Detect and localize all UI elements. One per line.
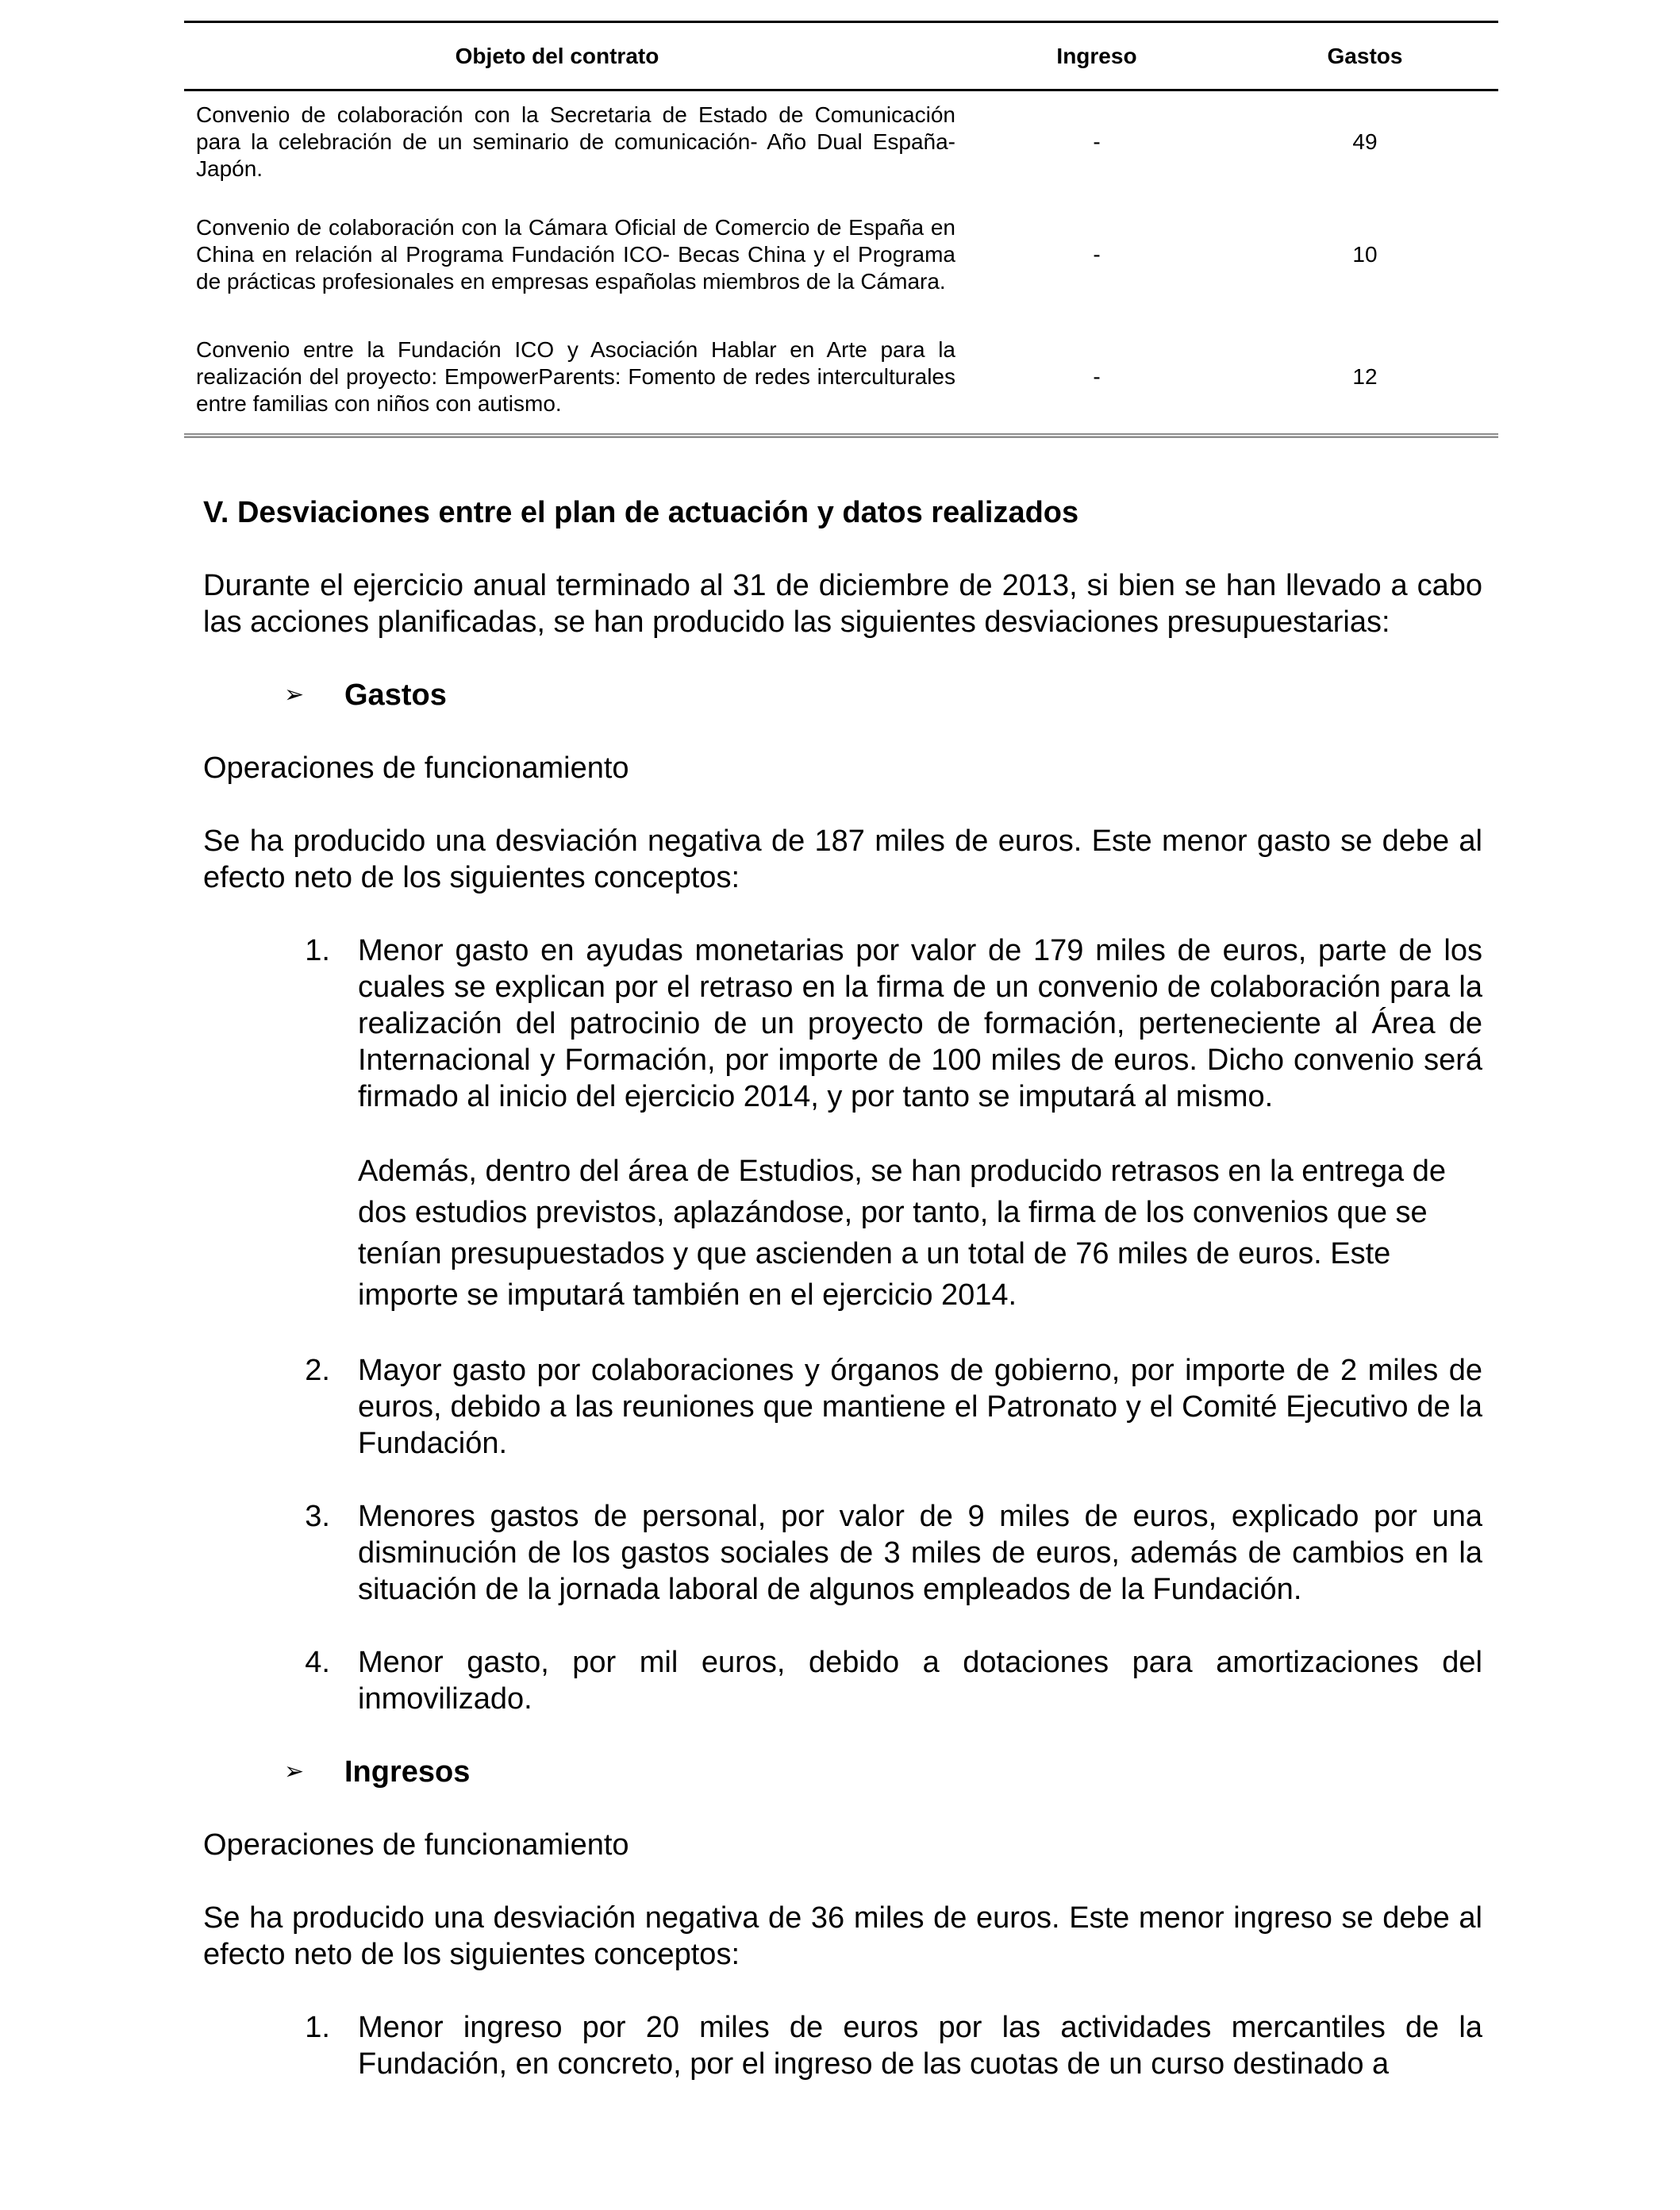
list-item (203, 1644, 1482, 1717)
list-item-text: Mayor gasto por colaboraciones y órganos de gobierno, por importe de 2 miles de euros, debido a las reuniones que mantiene el Patronato y el Comité Ejecutivo de la Fundación. (358, 1354, 1482, 1460)
gastos-summary: Se ha producido una desviación negativa de 187 miles de euros. Este menor gasto se debe al efecto neto de los siguientes conceptos: (203, 824, 1482, 894)
gastos-heading (203, 677, 1482, 713)
list-item (203, 932, 1482, 1316)
arrow-bullet-icon: ➢ (284, 682, 305, 708)
list-item-text: Menor gasto, por mil euros, debido a dotaciones para amortizaciones del inmovilizado. (358, 1646, 1482, 1716)
arrow-bullet-icon: ➢ (284, 1758, 305, 1785)
header-object: Objeto del contrato (184, 22, 962, 90)
contracts-table (184, 21, 1498, 438)
list-item-text: Menores gastos de personal, por valor de 9 miles de euros, explicado por una disminución de los gastos sociales de 3 miles de euros, además de cambios en la situación de la jornada laboral de algunos empleados de la Fundación. (358, 1500, 1482, 1606)
table-bottom-rule (184, 433, 1498, 438)
gastos-heading-label: Gastos (344, 678, 447, 712)
gastos-subheading: Operaciones de funcionamiento (203, 751, 629, 785)
list-item-number: 3. (305, 1500, 330, 1533)
list-item-body (358, 1352, 1482, 1462)
list-item-body (358, 1644, 1482, 1717)
row-income: - (1093, 241, 1101, 267)
list-item-body (358, 2009, 1482, 2082)
row-expenses: 10 (1352, 241, 1378, 267)
header-income: Ingreso (962, 22, 1232, 90)
ingresos-subheading: Operaciones de funcionamiento (203, 1828, 629, 1862)
ingresos-summary: Se ha producido una desviación negativa de 36 miles de euros. Este menor ingreso se debe al efecto neto de los siguientes conceptos: (203, 1901, 1482, 1971)
row-object: Convenio de colaboración con la Secretaria de Estado de Comunicación para la celebración de un seminario de comunicación- Año Dual España-Japón. (196, 102, 955, 182)
ingresos-heading (203, 1754, 1482, 1790)
document-body (203, 476, 1482, 2082)
ingresos-list (203, 2009, 1482, 2082)
list-item-number: 1. (305, 2011, 330, 2044)
list-item-number: 1. (305, 934, 330, 967)
list-item (203, 2009, 1482, 2082)
table-row (184, 194, 1498, 316)
list-item (203, 1352, 1482, 1462)
list-item-body (358, 1498, 1482, 1608)
row-object: Convenio entre la Fundación ICO y Asociación Hablar en Arte para la realización del proyecto: EmpowerParents: Fomento de redes interculturales entre familias con niños con autismo. (196, 336, 955, 416)
section-intro: Durante el ejercicio anual terminado al 31 de diciembre de 2013, si bien se han llevado a cabo las acciones planificadas, se han producido las siguientes desviaciones presupuestarias: (203, 569, 1482, 639)
table-header-row (184, 22, 1498, 90)
list-item-number: 2. (305, 1354, 330, 1387)
table-row (184, 316, 1498, 438)
list-item-number: 4. (305, 1646, 330, 1679)
list-item-body (358, 932, 1482, 1316)
row-income: - (1093, 129, 1101, 155)
list-item-text: Menor ingreso por 20 miles de euros por las actividades mercantiles de la Fundación, en concreto, por el ingreso de las cuotas de un curso destinado a (358, 2011, 1482, 2081)
list-item-text: Menor gasto en ayudas monetarias por valor de 179 miles de euros, parte de los cuales se explican por el retraso en la firma de un convenio de colaboración para la realización del patrocinio de un proyecto de formación, perteneciente al Área de Internacional y Formación, por importe de 100 miles de euros. Dicho convenio será firmado al inicio del ejercicio 2014, y por tanto se imputará al mismo. (358, 934, 1482, 1113)
row-expenses: 12 (1352, 363, 1378, 389)
header-expenses: Gastos (1232, 22, 1498, 90)
table-row (184, 90, 1498, 194)
ingresos-heading-label: Ingresos (344, 1755, 471, 1789)
section-title: V. Desviaciones entre el plan de actuación y datos realizados (203, 496, 1079, 529)
row-object: Convenio de colaboración con la Cámara Oficial de Comercio de España en China en relación al Programa Fundación ICO- Becas China y el Programa de prácticas profesionales en empresas españolas miembros de la Cámara. (196, 214, 955, 294)
row-income: - (1093, 363, 1101, 389)
list-item (203, 1498, 1482, 1608)
row-expenses: 49 (1352, 129, 1378, 155)
list-item-extra-text: Además, dentro del área de Estudios, se han producido retrasos en la entrega de dos estudios previstos, aplazándose, por tanto, la firma de los convenios que se tenían presupuestados y que ascienden a un total de 76 miles de euros. Este importe se imputará también en el ejercicio 2014. (358, 1155, 1446, 1312)
gastos-list (203, 932, 1482, 1717)
